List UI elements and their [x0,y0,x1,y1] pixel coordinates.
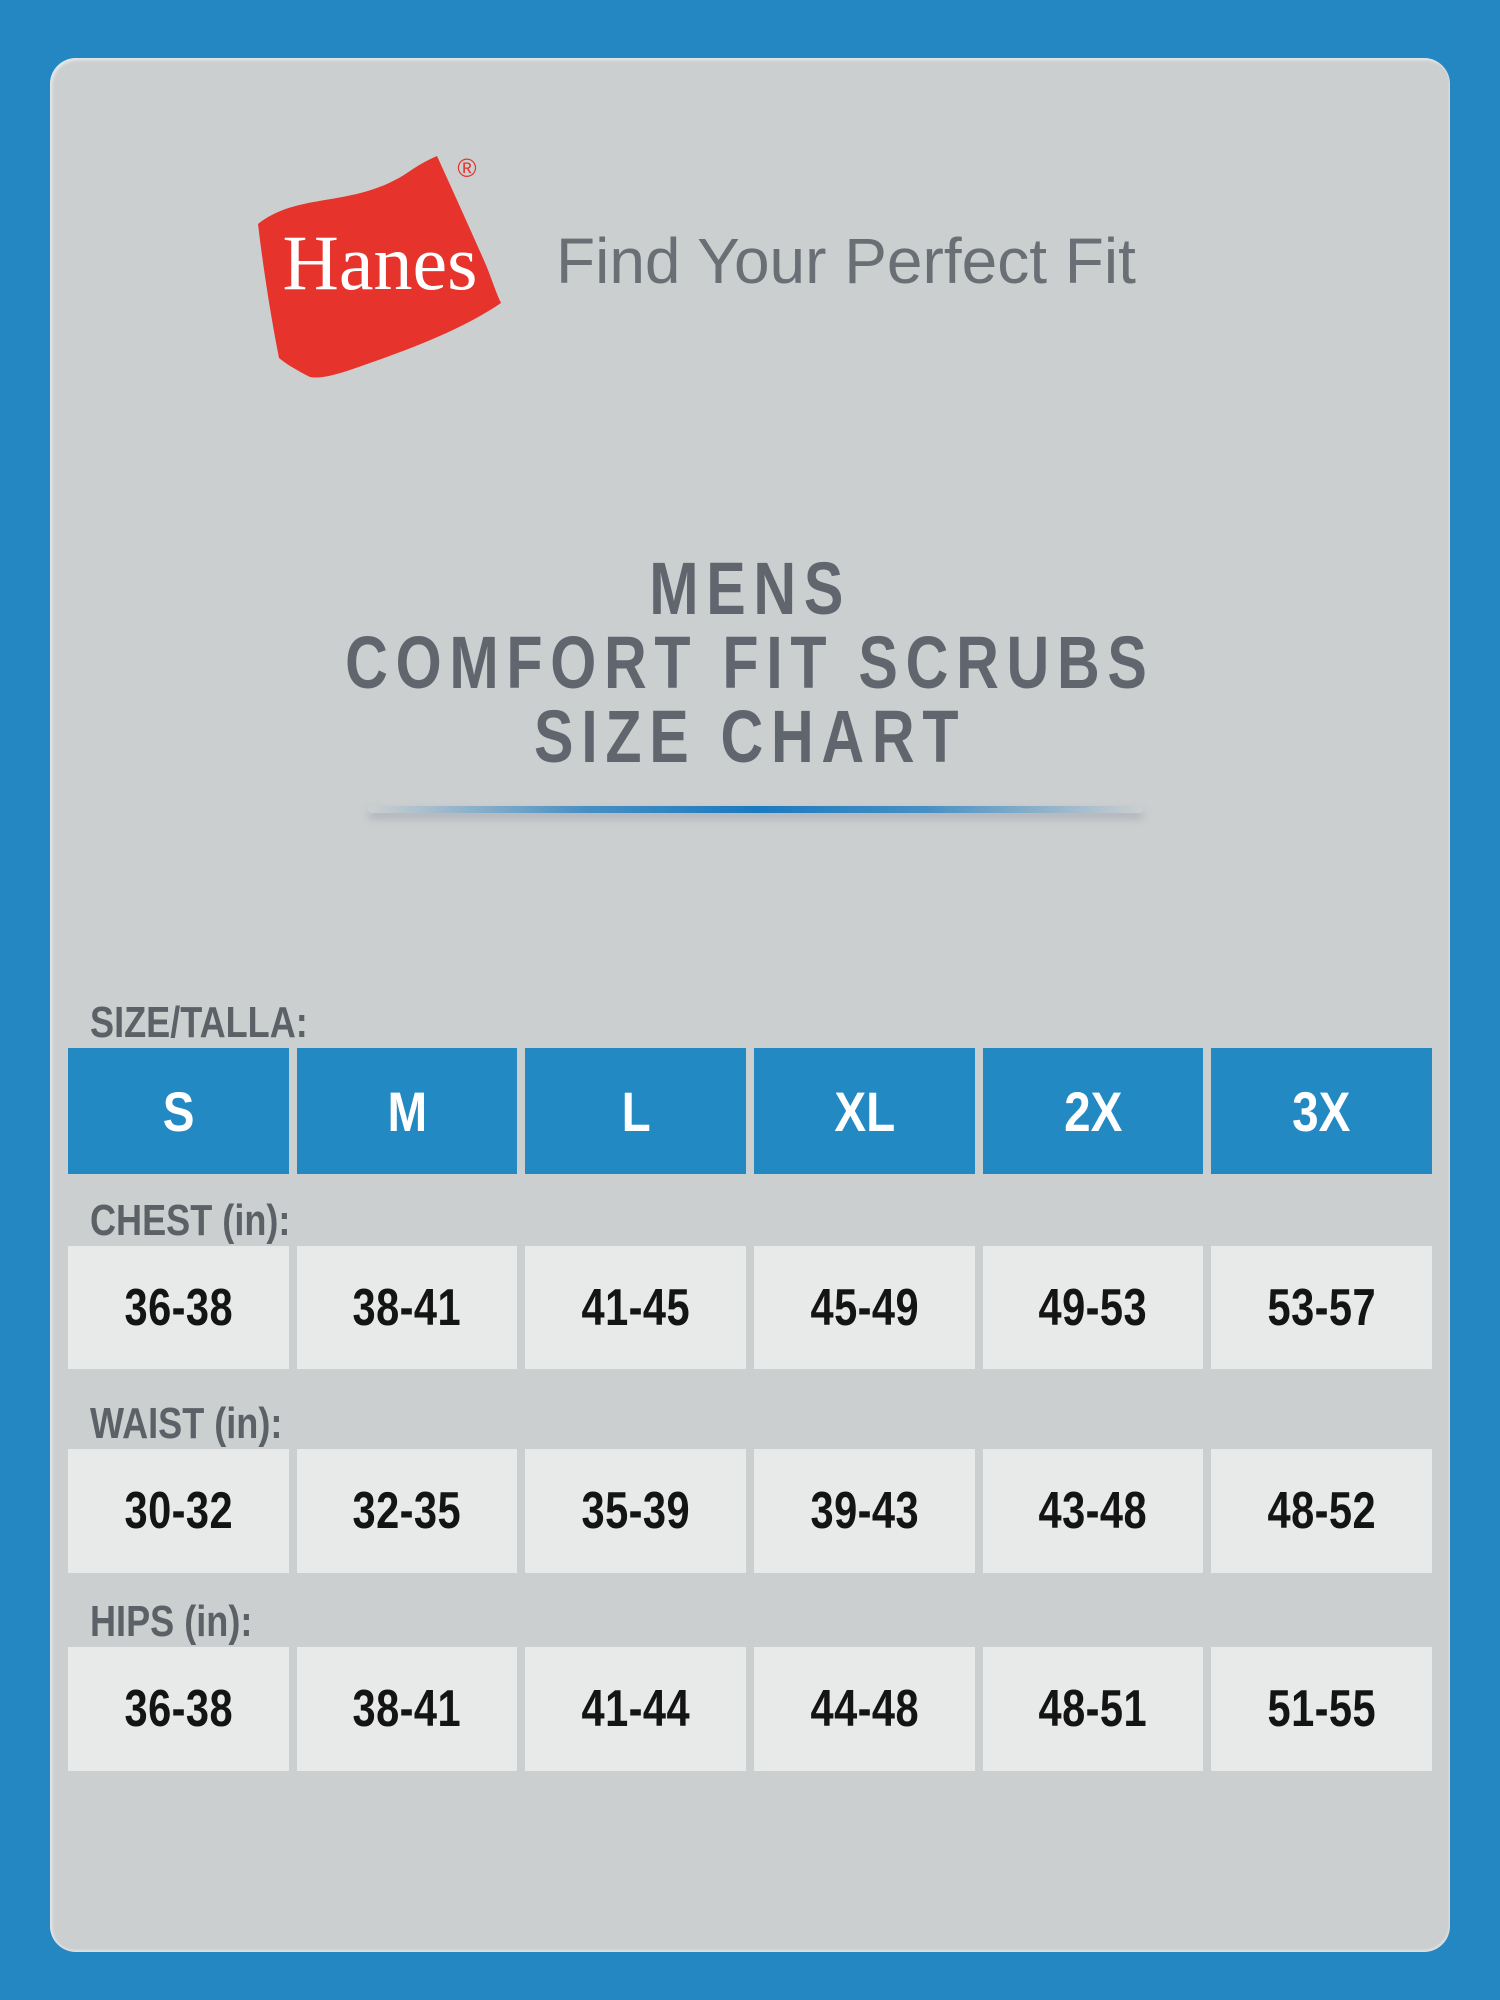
waist-value-xl-text: 39-43 [810,1482,919,1540]
hips-value-m [297,1647,518,1771]
hips-value-l [525,1647,746,1771]
size-header-2x-label: 2X [1063,1079,1123,1143]
hips-value-2x-text: 48-51 [1038,1680,1148,1738]
chest-value-s [68,1246,289,1369]
hanes-logo [250,153,502,381]
hips-value-3x [1211,1647,1432,1771]
title-line-2: COMFORT FIT SCRUBS [345,621,1155,704]
hips-label: HIPS (in): [90,1597,253,1646]
chest-value-s-text: 36-38 [124,1278,233,1337]
waist-label: WAIST (in): [90,1399,283,1448]
chest-value-3x [1211,1246,1432,1369]
waist-value-l [525,1449,746,1573]
hips-value-l-text: 41-44 [581,1680,690,1738]
hips-value-2x [983,1647,1204,1771]
page-title [0,547,1500,778]
waist-value-3x-text: 48-52 [1267,1482,1376,1540]
size-header-3x-label: 3X [1292,1079,1351,1143]
size-header-row [68,1048,1432,1174]
size-header-xl-label: XL [833,1079,895,1143]
chest-value-m-text: 38-41 [352,1278,462,1337]
chest-value-xl [754,1246,975,1369]
size-header-xl [754,1048,975,1174]
chest-value-xl-text: 45-49 [810,1278,919,1337]
waist-value-2x-text: 43-48 [1038,1482,1148,1540]
brand-tagline: Find Your Perfect Fit [556,225,1136,297]
waist-value-l-text: 35-39 [581,1482,690,1540]
registered-mark: ® [457,153,477,183]
chest-value-m [297,1246,518,1369]
size-header-l [525,1048,746,1174]
waist-row [68,1449,1432,1573]
size-header-m-label: M [387,1079,427,1143]
chest-label: CHEST (in): [90,1196,291,1245]
size-header-s-label: S [162,1079,195,1143]
hips-value-xl [754,1647,975,1771]
title-line-3: SIZE CHART [533,695,967,778]
chest-value-3x-text: 53-57 [1267,1278,1376,1337]
waist-value-m [297,1449,518,1573]
size-header-2x [983,1048,1204,1174]
waist-value-s-text: 30-32 [124,1482,233,1540]
waist-value-s [68,1449,289,1573]
hanes-logo-text: Hanes [282,219,478,306]
chest-row [68,1246,1432,1369]
hips-value-3x-text: 51-55 [1267,1680,1376,1738]
title-divider [368,806,1143,813]
chest-value-l [525,1246,746,1369]
waist-value-2x [983,1449,1204,1573]
size-header-3x [1211,1048,1432,1174]
hips-value-s-text: 36-38 [124,1680,233,1738]
waist-value-xl [754,1449,975,1573]
hips-row [68,1647,1432,1771]
title-line-1: MENS [649,547,851,630]
size-header-l-label: L [621,1079,651,1143]
chest-value-2x [983,1246,1204,1369]
waist-value-3x [1211,1449,1432,1573]
hips-value-s [68,1647,289,1771]
chest-value-2x-text: 49-53 [1038,1278,1148,1337]
size-header-s [68,1048,289,1174]
size-talla-label: SIZE/TALLA: [90,998,308,1047]
hips-value-m-text: 38-41 [352,1680,462,1738]
size-header-m [297,1048,518,1174]
waist-value-m-text: 32-35 [352,1482,462,1540]
chest-value-l-text: 41-45 [581,1278,690,1337]
hips-value-xl-text: 44-48 [810,1680,919,1738]
